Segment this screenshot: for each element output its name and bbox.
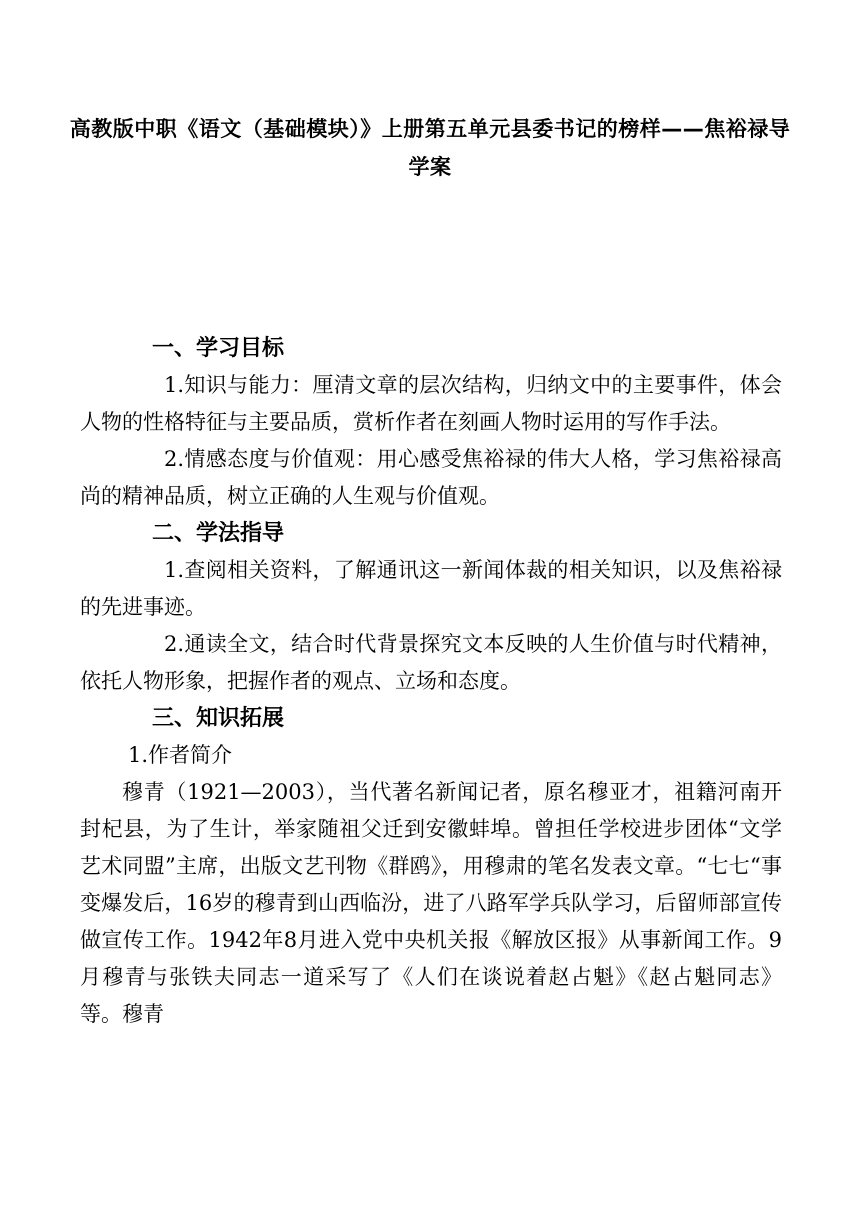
subheading-author-intro: 1.作者简介 xyxy=(128,743,233,767)
section-heading-study-method: 二、学法指导 xyxy=(152,521,285,546)
paragraph-author-bio: 穆青（1921—2003），当代著名新闻记者，原名穆亚才，祖籍河南开封杞县，为了生计，举家随祖父迁到安徽蚌埠。曾担任学校进步团体“文学艺术同盟”主席，出版文艺刊物《群鸥》，用穆肃的笔名发表文章。“七七“事变爆发后，16岁的穆青到山西临汾，进了八路军学兵队学习，后留师部宣传做宣传工作。1942年8月进入党中央机关报《解放区报》从事新闻工作。9月穆青与张铁夫同志一道采写了《人们在谈说着赵占魁》《赵占魁同志》等。穆青 xyxy=(80,780,782,1026)
document-title: 高教版中职《语文（基础模块）》上册第五单元县委书记的榜样——焦裕禄导学案 xyxy=(69,117,791,179)
paragraph-research: 1.查阅相关资料，了解通讯这一新闻体裁的相关知识，以及焦裕禄的先进事迹。 xyxy=(80,558,782,619)
paragraph-read-through: 2.通读全文，结合时代背景探究文本反映的人生价值与时代精神，依托人物形象，把握作者的观点、立场和态度。 xyxy=(80,632,782,693)
paragraph-knowledge-ability: 1.知识与能力：厘清文章的层次结构，归纳文中的主要事件，体会人物的性格特征与主要品质，赏析作者在刻画人物时运用的写作手法。 xyxy=(80,373,782,434)
document-body xyxy=(80,330,782,1033)
paragraph-emotion-values: 2.情感态度与价值观：用心感受焦裕禄的伟大人格，学习焦裕禄高尚的精神品质，树立正确的人生观与价值观。 xyxy=(80,447,782,508)
section-heading-learning-goals: 一、学习目标 xyxy=(152,336,285,361)
section-heading-knowledge-extension: 三、知识拓展 xyxy=(152,706,285,731)
